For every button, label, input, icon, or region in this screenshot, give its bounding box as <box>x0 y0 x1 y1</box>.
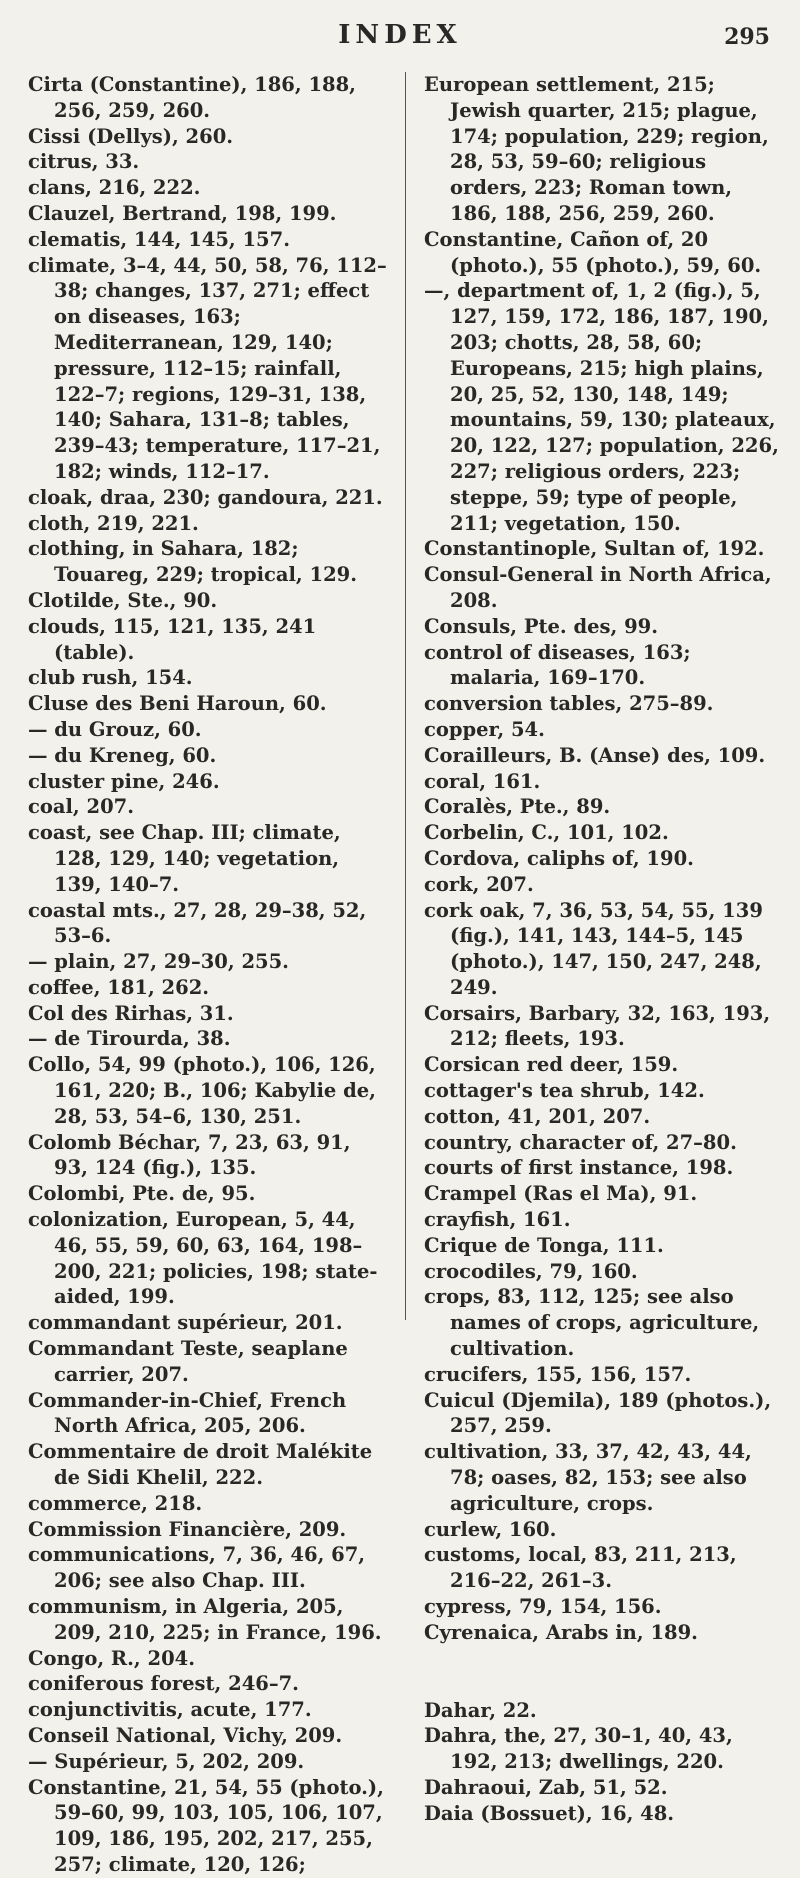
index-entry: Cirta (Constantine), 186, 188, 256, 259, 260. <box>28 73 356 122</box>
index-entry: Daia (Bossuet), 16, 48. <box>424 1801 675 1825</box>
index-entry: Colombi, Pte. de, 95. <box>28 1182 256 1206</box>
index-entry: clothing, in Sahara, 182; Touareg, 229; tropical, 129. <box>28 537 357 587</box>
index-entry: coal, 207. <box>28 795 134 819</box>
index-entry: clans, 216, 222. <box>28 176 201 200</box>
index-entry: crucifers, 155, 156, 157. <box>424 1362 692 1386</box>
index-entry: coniferous forest, 246–7. <box>28 1672 299 1696</box>
index-entry: Colomb Béchar, 7, 23, 63, 91, 93, 124 (fig.), 135. <box>28 1130 351 1180</box>
index-entry: Corbelin, C., 101, 102. <box>424 821 669 845</box>
index-entry: cloak, draa, 230; gandoura, 221. <box>28 485 383 509</box>
index-entry: control of diseases, 163; malaria, 169–170. <box>424 640 691 690</box>
right-column <box>424 72 786 1827</box>
index-entry: crayfish, 161. <box>424 1208 571 1232</box>
letter-section-gap <box>424 1646 786 1698</box>
index-entry: courts of first instance, 198. <box>424 1156 734 1180</box>
index-entry: conversion tables, 275–89. <box>424 692 714 716</box>
index-entry: communications, 7, 36, 46, 67, 206; see also Chap. III. <box>28 1543 366 1593</box>
index-entry: cypress, 79, 154, 156. <box>424 1595 662 1619</box>
index-entry: Commander-in-Chief, French North Africa, 205, 206. <box>28 1388 347 1438</box>
index-entry: Constantinople, Sultan of, 192. <box>424 537 765 561</box>
index-entry: Cordova, caliphs of, 190. <box>424 846 694 870</box>
index-entry: Collo, 54, 99 (photo.), 106, 126, 161, 220; B., 106; Kabylie de, 28, 53, 54–6, 130, 251. <box>28 1053 376 1128</box>
index-entry: Constantine, Cañon of, 20 (photo.), 55 (photo.), 59, 60. <box>424 227 762 277</box>
index-entry: European settlement, 215; Jewish quarter, 215; plague, 174; population, 229; region, 28, 53, 59–60; religious orders, 223; Roman town, 186, 188, 256, 259, 260. <box>424 73 769 225</box>
index-entry: cluster pine, 246. <box>28 769 220 793</box>
index-entry: conjunctivitis, acute, 177. <box>28 1698 312 1722</box>
index-entry: Dahraoui, Zab, 51, 52. <box>424 1776 668 1799</box>
index-entry: Col des Rirhas, 31. <box>28 1001 234 1025</box>
index-entry: cork oak, 7, 36, 53, 54, 55, 139 (fig.), 141, 143, 144–5, 145 (photo.), 147, 150, 247, 248, 249. <box>424 898 763 999</box>
index-entry: Commandant Teste, seaplane carrier, 207. <box>28 1337 348 1386</box>
index-entry: country, character of, 27–80. <box>424 1130 737 1154</box>
left-column <box>28 72 390 1878</box>
index-entry: Commentaire de droit Malékite de Sidi Khelil, 222. <box>28 1440 373 1490</box>
index-entry: — du Kreneg, 60. <box>28 743 217 767</box>
index-entry: climate, 3–4, 44, 50, 58, 76, 112–38; changes, 137, 271; effect on diseases, 163; Mediterranean, 129, 140; pressure, 112–15; rainfall, 122–7; regions, 129–31, 138, 140; Sahara, 131–8; tables, 239–43; temperature, 117–21, 182; winds, 112–17. <box>28 253 387 483</box>
index-entry: Cyrenaica, Arabs in, 189. <box>424 1620 698 1644</box>
index-entry: coast, see Chap. III; climate, 128, 129, 140; vegetation, 139, 140–7. <box>28 821 341 896</box>
index-entry: coastal mts., 27, 28, 29–38, 52, 53–6. <box>28 898 367 948</box>
index-entry: colonization, European, 5, 44, 46, 55, 59, 60, 63, 164, 198–200, 221; policies, 198; state-aided, 199. <box>28 1208 378 1309</box>
index-entry: Constantine, 21, 54, 55 (photo.), 59–60, 99, 103, 105, 106, 107, 109, 186, 195, 202, 217, 255, 257; climate, 120, 126; <box>28 1775 384 1876</box>
index-entry: — de Tirourda, 38. <box>28 1027 231 1051</box>
index-entry: — Supérieur, 5, 202, 209. <box>28 1749 305 1773</box>
index-entry: citrus, 33. <box>28 150 140 174</box>
index-entry: Crique de Tonga, 111. <box>424 1233 664 1257</box>
index-entry: Commission Financière, 209. <box>28 1517 347 1541</box>
index-entry: —, department of, 1, 2 (fig.), 5, 127, 159, 172, 186, 187, 190, 203; chotts, 28, 58, 60; Europeans, 215; high plains, 20, 25, 52, 130, 148, 149; mountains, 59, 130; plateaux, 20, 122, 127; population, 226, 227; religious orders, 223; steppe, 59; type of people, 211; vegetation, 150. <box>424 279 779 535</box>
index-entry: Dahra, the, 27, 30–1, 40, 43, 192, 213; dwellings, 220. <box>424 1724 733 1774</box>
index-entry: — du Grouz, 60. <box>28 717 202 741</box>
index-entry: communism, in Algeria, 205, 209, 210, 225; in France, 196. <box>28 1595 382 1644</box>
index-entry: club rush, 154. <box>28 666 193 690</box>
index-entry: Cissi (Dellys), 260. <box>28 124 234 148</box>
index-entry: commandant supérieur, 201. <box>28 1311 343 1335</box>
index-entry: Cluse des Beni Haroun, 60. <box>28 692 327 716</box>
index-entry: cotton, 41, 201, 207. <box>424 1104 651 1128</box>
index-entry: Crampel (Ras el Ma), 91. <box>424 1182 698 1206</box>
index-entry: Corsairs, Barbary, 32, 163, 193, 212; fleets, 193. <box>424 1001 771 1051</box>
index-entry: — plain, 27, 29–30, 255. <box>28 950 289 974</box>
index-entry: Consul-General in North Africa, 208. <box>424 563 772 612</box>
index-entry: Clotilde, Ste., 90. <box>28 588 218 612</box>
index-entry: coral, 161. <box>424 769 541 793</box>
index-entry: customs, local, 83, 211, 213, 216–22, 261–3. <box>424 1543 737 1593</box>
index-entry: Congo, R., 204. <box>28 1646 195 1670</box>
index-entry: Coralès, Pte., 89. <box>424 795 611 819</box>
index-entry: Clauzel, Bertrand, 198, 199. <box>28 201 337 225</box>
index-entry: crops, 83, 112, 125; see also names of crops, agriculture, cultivation. <box>424 1285 760 1361</box>
index-entry: clouds, 115, 121, 135, 241 (table). <box>28 614 317 664</box>
index-entry: Corailleurs, B. (Anse) des, 109. <box>424 743 766 767</box>
column-divider <box>405 72 406 1320</box>
index-entry: cork, 207. <box>424 872 534 896</box>
index-entry: cultivation, 33, 37, 42, 43, 44, 78; oases, 82, 153; see also agriculture, crops. <box>424 1440 752 1515</box>
index-entry: crocodiles, 79, 160. <box>424 1259 638 1283</box>
index-entry: copper, 54. <box>424 717 545 741</box>
index-entry: Cuicul (Djemila), 189 (photos.), 257, 259. <box>424 1388 772 1438</box>
page-header <box>20 20 780 60</box>
page-title: INDEX <box>338 20 462 50</box>
index-entry: curlew, 160. <box>424 1517 557 1541</box>
index-entry: Dahar, 22. <box>424 1698 537 1722</box>
index-entry: cloth, 219, 221. <box>28 511 199 535</box>
index-entry: coffee, 181, 262. <box>28 975 210 999</box>
index-entry: cottager's tea shrub, 142. <box>424 1079 705 1103</box>
index-columns <box>0 72 800 1876</box>
index-entry: commerce, 218. <box>28 1491 203 1515</box>
index-entry: Consuls, Pte. des, 99. <box>424 614 658 638</box>
page-number: 295 <box>724 24 770 50</box>
index-entry: Conseil National, Vichy, 209. <box>28 1724 343 1747</box>
index-entry: Corsican red deer, 159. <box>424 1053 679 1077</box>
index-entry: clematis, 144, 145, 157. <box>28 227 290 251</box>
